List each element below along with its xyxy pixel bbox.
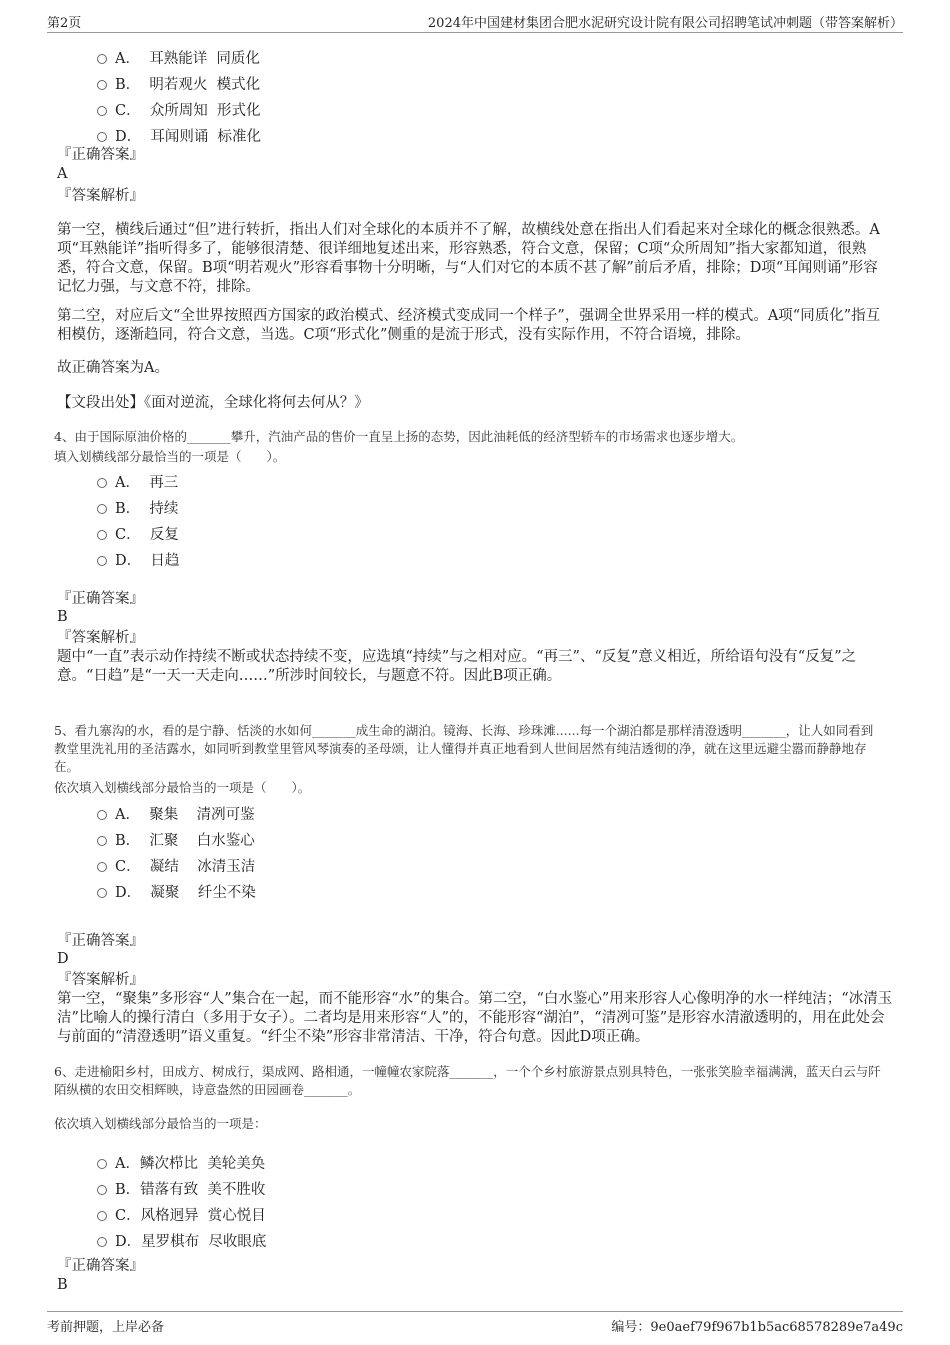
q4-option-c[interactable]: C． 反复 — [97, 523, 179, 544]
radio-icon[interactable] — [97, 1185, 107, 1195]
page-number: 第2页 — [47, 16, 82, 31]
q5-option-b[interactable]: B． 汇聚 白水鉴心 — [97, 829, 255, 850]
q5-analysis: 第一空，“聚集”多形容“人”集合在一起，而不能形容“水”的集合。第二空，“白水鉴心”用来形容人心像明净的水一样纯洁；“冰清玉洁”比喻人的操行清白（多用于女子）。二者均是用来形容“人”的，不能形容“湖泊”，“清冽可鉴”是形容水清澈透明的，用在此处会与前面的“清澄透明”语义重复。“纤尘不染”形容非常清洁、干净，符合句意。因此D项正确。 — [57, 991, 893, 1045]
q4-option-a[interactable]: A． 再三 — [97, 471, 178, 492]
radio-icon[interactable] — [97, 862, 107, 872]
footer-slogan: 考前押题，上岸必备 — [47, 1320, 165, 1335]
radio-icon[interactable] — [97, 132, 107, 142]
radio-icon[interactable] — [97, 556, 107, 566]
radio-icon[interactable] — [97, 530, 107, 540]
q4-analysis-label: 『答案解析』 — [57, 630, 144, 646]
q4-ask: 填入划横线部分最恰当的一项是（ ）。 — [54, 449, 286, 464]
q6-option-d[interactable]: D．星罗棋布 尽收眼底 — [97, 1230, 266, 1251]
radio-icon[interactable] — [97, 836, 107, 846]
q6-option-a[interactable]: A．鳞次栉比 美轮美奂 — [97, 1152, 265, 1173]
q3-option-b[interactable]: B． 明若观火 模式化 — [97, 73, 260, 94]
q4-answer-label: 『正确答案』 — [57, 591, 144, 607]
q4-option-b[interactable]: B． 持续 — [97, 497, 178, 518]
page-footer — [47, 1311, 903, 1338]
q6-answer-label: 『正确答案』 — [57, 1258, 144, 1274]
q6-ask: 依次填入划横线部分最恰当的一项是： — [54, 1116, 267, 1131]
q4-stem: 4、由于国际原油价格的_______攀升，汽油产品的售价一直呈上扬的态势，因此油耗低的经济型轿车的市场需求也逐步增大。 — [54, 429, 744, 444]
q3-analysis-p1: 第一空，横线后通过“但”进行转折，指出人们对全球化的本质并不了解，故横线处意在指出人们看起来对全球化的概念很熟悉。A项“耳熟能详”指听得多了，能够很清楚、很详细地复述出来，形容熟悉，符合文意，保留；C项“众所周知”指大家都知道，很熟悉，符合文意，保留。B项“明若观火”形容看事物十分明晰，与“人们对它的本质不甚了解”前后矛盾，排除；D项“耳闻则诵”形容记忆力强，与文意不符，排除。 — [57, 222, 880, 295]
q3-analysis-p2: 第二空，对应后文“全世界按照西方国家的政治模式、经济模式变成同一个样子”，强调全世界采用一样的模式。A项“同质化”指互相模仿，逐渐趋同，符合文意，当选。C项“形式化”侧重的是流于形式，没有实际作用，不符合语境，排除。 — [57, 308, 881, 343]
q4-analysis: 题中“一直”表示动作持续不断或状态持续不变，应选填“持续”与之相对应。“再三”、“反复”意义相近，所给语句没有“反复”之意。“日趋”是“一天一天走向……”所涉时间较长，与题意不符。因此B项正确。 — [57, 649, 857, 684]
radio-icon[interactable] — [97, 1237, 107, 1247]
radio-icon[interactable] — [97, 504, 107, 514]
q3-answer: A — [57, 166, 68, 182]
q5-option-d[interactable]: D． 凝聚 纤尘不染 — [97, 881, 256, 902]
q5-analysis-label: 『答案解析』 — [57, 972, 144, 988]
q3-answer-label: 『正确答案』 — [57, 147, 144, 163]
radio-icon[interactable] — [97, 1211, 107, 1221]
radio-icon[interactable] — [97, 888, 107, 898]
document-title: 2024年中国建材集团合肥水泥研究设计院有限公司招聘笔试冲刺题（带答案解析） — [427, 16, 903, 31]
q3-option-c[interactable]: C． 众所周知 形式化 — [97, 99, 261, 120]
radio-icon[interactable] — [97, 810, 107, 820]
radio-icon[interactable] — [97, 106, 107, 116]
page-header — [47, 10, 903, 33]
q4-option-d[interactable]: D． 日趋 — [97, 549, 179, 570]
radio-icon[interactable] — [97, 1159, 107, 1169]
q5-answer: D — [57, 951, 69, 967]
q3-option-d[interactable]: D． 耳闻则诵 标准化 — [97, 125, 261, 146]
radio-icon[interactable] — [97, 80, 107, 90]
document-code: 编号：9e0aef79f967b1b5ac68578289e7a49c — [611, 1320, 903, 1335]
q5-option-c[interactable]: C． 凝结 冰清玉洁 — [97, 855, 255, 876]
q3-source: 【文段出处】《面对逆流，全球化将何去何从？》 — [57, 395, 369, 411]
q6-option-c[interactable]: C．风格迥异 赏心悦目 — [97, 1204, 266, 1225]
radio-icon[interactable] — [97, 478, 107, 488]
q5-stem: 5、看九寨沟的水，看的是宁静、恬淡的水如何_______成生命的湖泊。镜海、长海、珍珠滩......每一个湖泊都是那样清澄透明_______，让人如同看到教堂里洗礼用的圣洁露水，如同听到教堂里管风琴演奏的圣母颂，让人懂得并真正地看到人世间居然有纯洁透彻的净，就在这里远避尘嚣而静静地存在。 — [54, 723, 874, 774]
q3-analysis-label: 『答案解析』 — [57, 188, 144, 204]
q5-ask: 依次填入划横线部分最恰当的一项是（ ）。 — [54, 780, 311, 795]
q4-answer: B — [57, 609, 68, 625]
q3-option-a[interactable]: A． 耳熟能详 同质化 — [97, 47, 260, 68]
q6-option-b[interactable]: B．错落有致 美不胜收 — [97, 1178, 265, 1199]
radio-icon[interactable] — [97, 54, 107, 64]
q5-answer-label: 『正确答案』 — [57, 933, 144, 949]
q5-option-a[interactable]: A． 聚集 清冽可鉴 — [97, 803, 255, 824]
q6-stem: 6、走进榆阳乡村，田成方、树成行，渠成网、路相通，一幢幢农家院落_______，一个个乡村旅游景点别具特色，一张张笑脸幸福满满，蓝天白云与阡陌纵横的农田交相辉映，诗意盎然的田园画卷_______。 — [54, 1064, 881, 1097]
q6-answer: B — [57, 1277, 68, 1293]
q3-analysis-p3: 故正确答案为A。 — [57, 360, 169, 376]
